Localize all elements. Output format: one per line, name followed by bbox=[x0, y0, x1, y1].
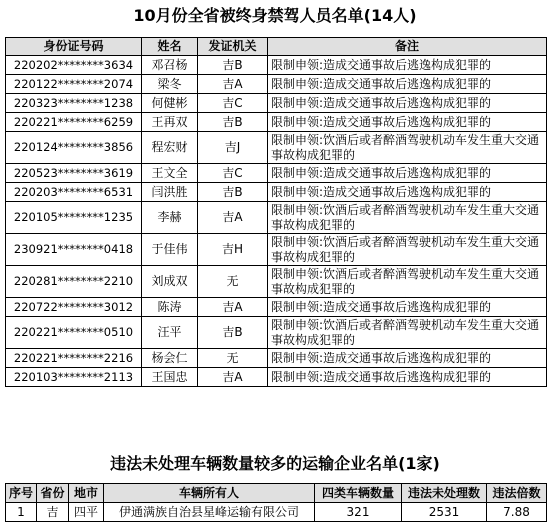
table-row bbox=[6, 94, 547, 113]
violation-multiple: 7.88 bbox=[487, 503, 547, 522]
issuing-authority: 吉J bbox=[198, 132, 268, 164]
lifetime-ban-table bbox=[5, 37, 547, 387]
person-name: 闫洪胜 bbox=[142, 183, 198, 202]
issuing-authority: 吉H bbox=[198, 234, 268, 266]
header-id-number: 身份证号码 bbox=[6, 38, 142, 56]
person-name: 杨会仁 bbox=[142, 349, 198, 368]
issuing-authority: 吉B bbox=[198, 113, 268, 132]
remark: 限制申领:造成交通事故后逃逸构成犯罪的 bbox=[268, 164, 547, 183]
header-vehicle-owner: 车辆所有人 bbox=[104, 484, 315, 503]
header-issuing-authority: 发证机关 bbox=[198, 38, 268, 56]
issuing-authority: 吉A bbox=[198, 202, 268, 234]
remark: 限制申领:饮酒后或者醉酒驾驶机动车发生重大交通事故构成犯罪的 bbox=[268, 317, 547, 349]
table-row bbox=[6, 503, 547, 522]
remark: 限制申领:造成交通事故后逃逸构成犯罪的 bbox=[268, 75, 547, 94]
lifetime-ban-list-title: 10月份全省被终身禁驾人员名单(14人) bbox=[133, 6, 417, 25]
table-row bbox=[6, 368, 547, 387]
remark: 限制申领:饮酒后或者醉酒驾驶机动车发生重大交通事故构成犯罪的 bbox=[268, 202, 547, 234]
id-number: 220124********3856 bbox=[6, 132, 142, 164]
header-remarks: 备注 bbox=[268, 38, 547, 56]
issuing-authority: 吉A bbox=[198, 75, 268, 94]
person-name: 李赫 bbox=[142, 202, 198, 234]
transport-company-table bbox=[5, 483, 547, 522]
vehicle-count: 321 bbox=[315, 503, 402, 522]
issuing-authority: 无 bbox=[198, 349, 268, 368]
id-number: 220122********2074 bbox=[6, 75, 142, 94]
person-name: 陈涛 bbox=[142, 298, 198, 317]
id-number: 220523********3619 bbox=[6, 164, 142, 183]
issuing-authority: 吉C bbox=[198, 94, 268, 113]
issuing-authority: 吉B bbox=[198, 183, 268, 202]
id-number: 220281********2210 bbox=[6, 266, 142, 298]
table-row bbox=[6, 56, 547, 75]
table-row bbox=[6, 234, 547, 266]
table-header-row bbox=[6, 484, 547, 503]
id-number: 220221********0510 bbox=[6, 317, 142, 349]
table-row bbox=[6, 298, 547, 317]
person-name: 汪平 bbox=[142, 317, 198, 349]
header-unprocessed-violations: 违法未处理数 bbox=[402, 484, 487, 503]
issuing-authority: 吉A bbox=[198, 368, 268, 387]
table-row bbox=[6, 183, 547, 202]
id-number: 220105********1235 bbox=[6, 202, 142, 234]
table-row bbox=[6, 266, 547, 298]
id-number: 220221********6259 bbox=[6, 113, 142, 132]
header-province: 省份 bbox=[37, 484, 69, 503]
issuing-authority: 无 bbox=[198, 266, 268, 298]
city: 四平 bbox=[69, 503, 104, 522]
table-row bbox=[6, 202, 547, 234]
header-name: 姓名 bbox=[142, 38, 198, 56]
person-name: 王再双 bbox=[142, 113, 198, 132]
person-name: 何健彬 bbox=[142, 94, 198, 113]
remark: 限制申领:造成交通事故后逃逸构成犯罪的 bbox=[268, 298, 547, 317]
transport-company-list-title: 违法未处理车辆数量较多的运输企业名单(1家) bbox=[110, 454, 440, 473]
id-number: 220202********3634 bbox=[6, 56, 142, 75]
header-vehicle-count: 四类车辆数量 bbox=[315, 484, 402, 503]
person-name: 刘成双 bbox=[142, 266, 198, 298]
header-violation-multiple: 违法倍数 bbox=[487, 484, 547, 503]
serial-number: 1 bbox=[6, 503, 37, 522]
table-row bbox=[6, 317, 547, 349]
id-number: 220323********1238 bbox=[6, 94, 142, 113]
remark: 限制申领:饮酒后或者醉酒驾驶机动车发生重大交通事故构成犯罪的 bbox=[268, 132, 547, 164]
person-name: 于佳伟 bbox=[142, 234, 198, 266]
id-number: 230921********0418 bbox=[6, 234, 142, 266]
header-city: 地市 bbox=[69, 484, 104, 503]
province: 吉 bbox=[37, 503, 69, 522]
table-row bbox=[6, 75, 547, 94]
vehicle-owner: 伊通满族自治县星峰运输有限公司 bbox=[104, 503, 315, 522]
remark: 限制申领:造成交通事故后逃逸构成犯罪的 bbox=[268, 94, 547, 113]
table-row bbox=[6, 113, 547, 132]
remark: 限制申领:造成交通事故后逃逸构成犯罪的 bbox=[268, 368, 547, 387]
issuing-authority: 吉A bbox=[198, 298, 268, 317]
remark: 限制申领:造成交通事故后逃逸构成犯罪的 bbox=[268, 113, 547, 132]
issuing-authority: 吉B bbox=[198, 56, 268, 75]
table-row bbox=[6, 132, 547, 164]
id-number: 220221********2216 bbox=[6, 349, 142, 368]
person-name: 王国忠 bbox=[142, 368, 198, 387]
id-number: 220722********3012 bbox=[6, 298, 142, 317]
remark: 限制申领:造成交通事故后逃逸构成犯罪的 bbox=[268, 183, 547, 202]
remark: 限制申领:饮酒后或者醉酒驾驶机动车发生重大交通事故构成犯罪的 bbox=[268, 266, 547, 298]
issuing-authority: 吉C bbox=[198, 164, 268, 183]
person-name: 邓召杨 bbox=[142, 56, 198, 75]
table-row bbox=[6, 164, 547, 183]
id-number: 220203********6531 bbox=[6, 183, 142, 202]
remark: 限制申领:饮酒后或者醉酒驾驶机动车发生重大交通事故构成犯罪的 bbox=[268, 234, 547, 266]
table-row bbox=[6, 349, 547, 368]
issuing-authority: 吉B bbox=[198, 317, 268, 349]
id-number: 220103********2113 bbox=[6, 368, 142, 387]
person-name: 程宏财 bbox=[142, 132, 198, 164]
person-name: 王文全 bbox=[142, 164, 198, 183]
table-header-row bbox=[6, 38, 547, 56]
person-name: 梁冬 bbox=[142, 75, 198, 94]
remark: 限制申领:造成交通事故后逃逸构成犯罪的 bbox=[268, 349, 547, 368]
header-serial-number: 序号 bbox=[6, 484, 37, 503]
unprocessed-violations: 2531 bbox=[402, 503, 487, 522]
remark: 限制申领:造成交通事故后逃逸构成犯罪的 bbox=[268, 56, 547, 75]
